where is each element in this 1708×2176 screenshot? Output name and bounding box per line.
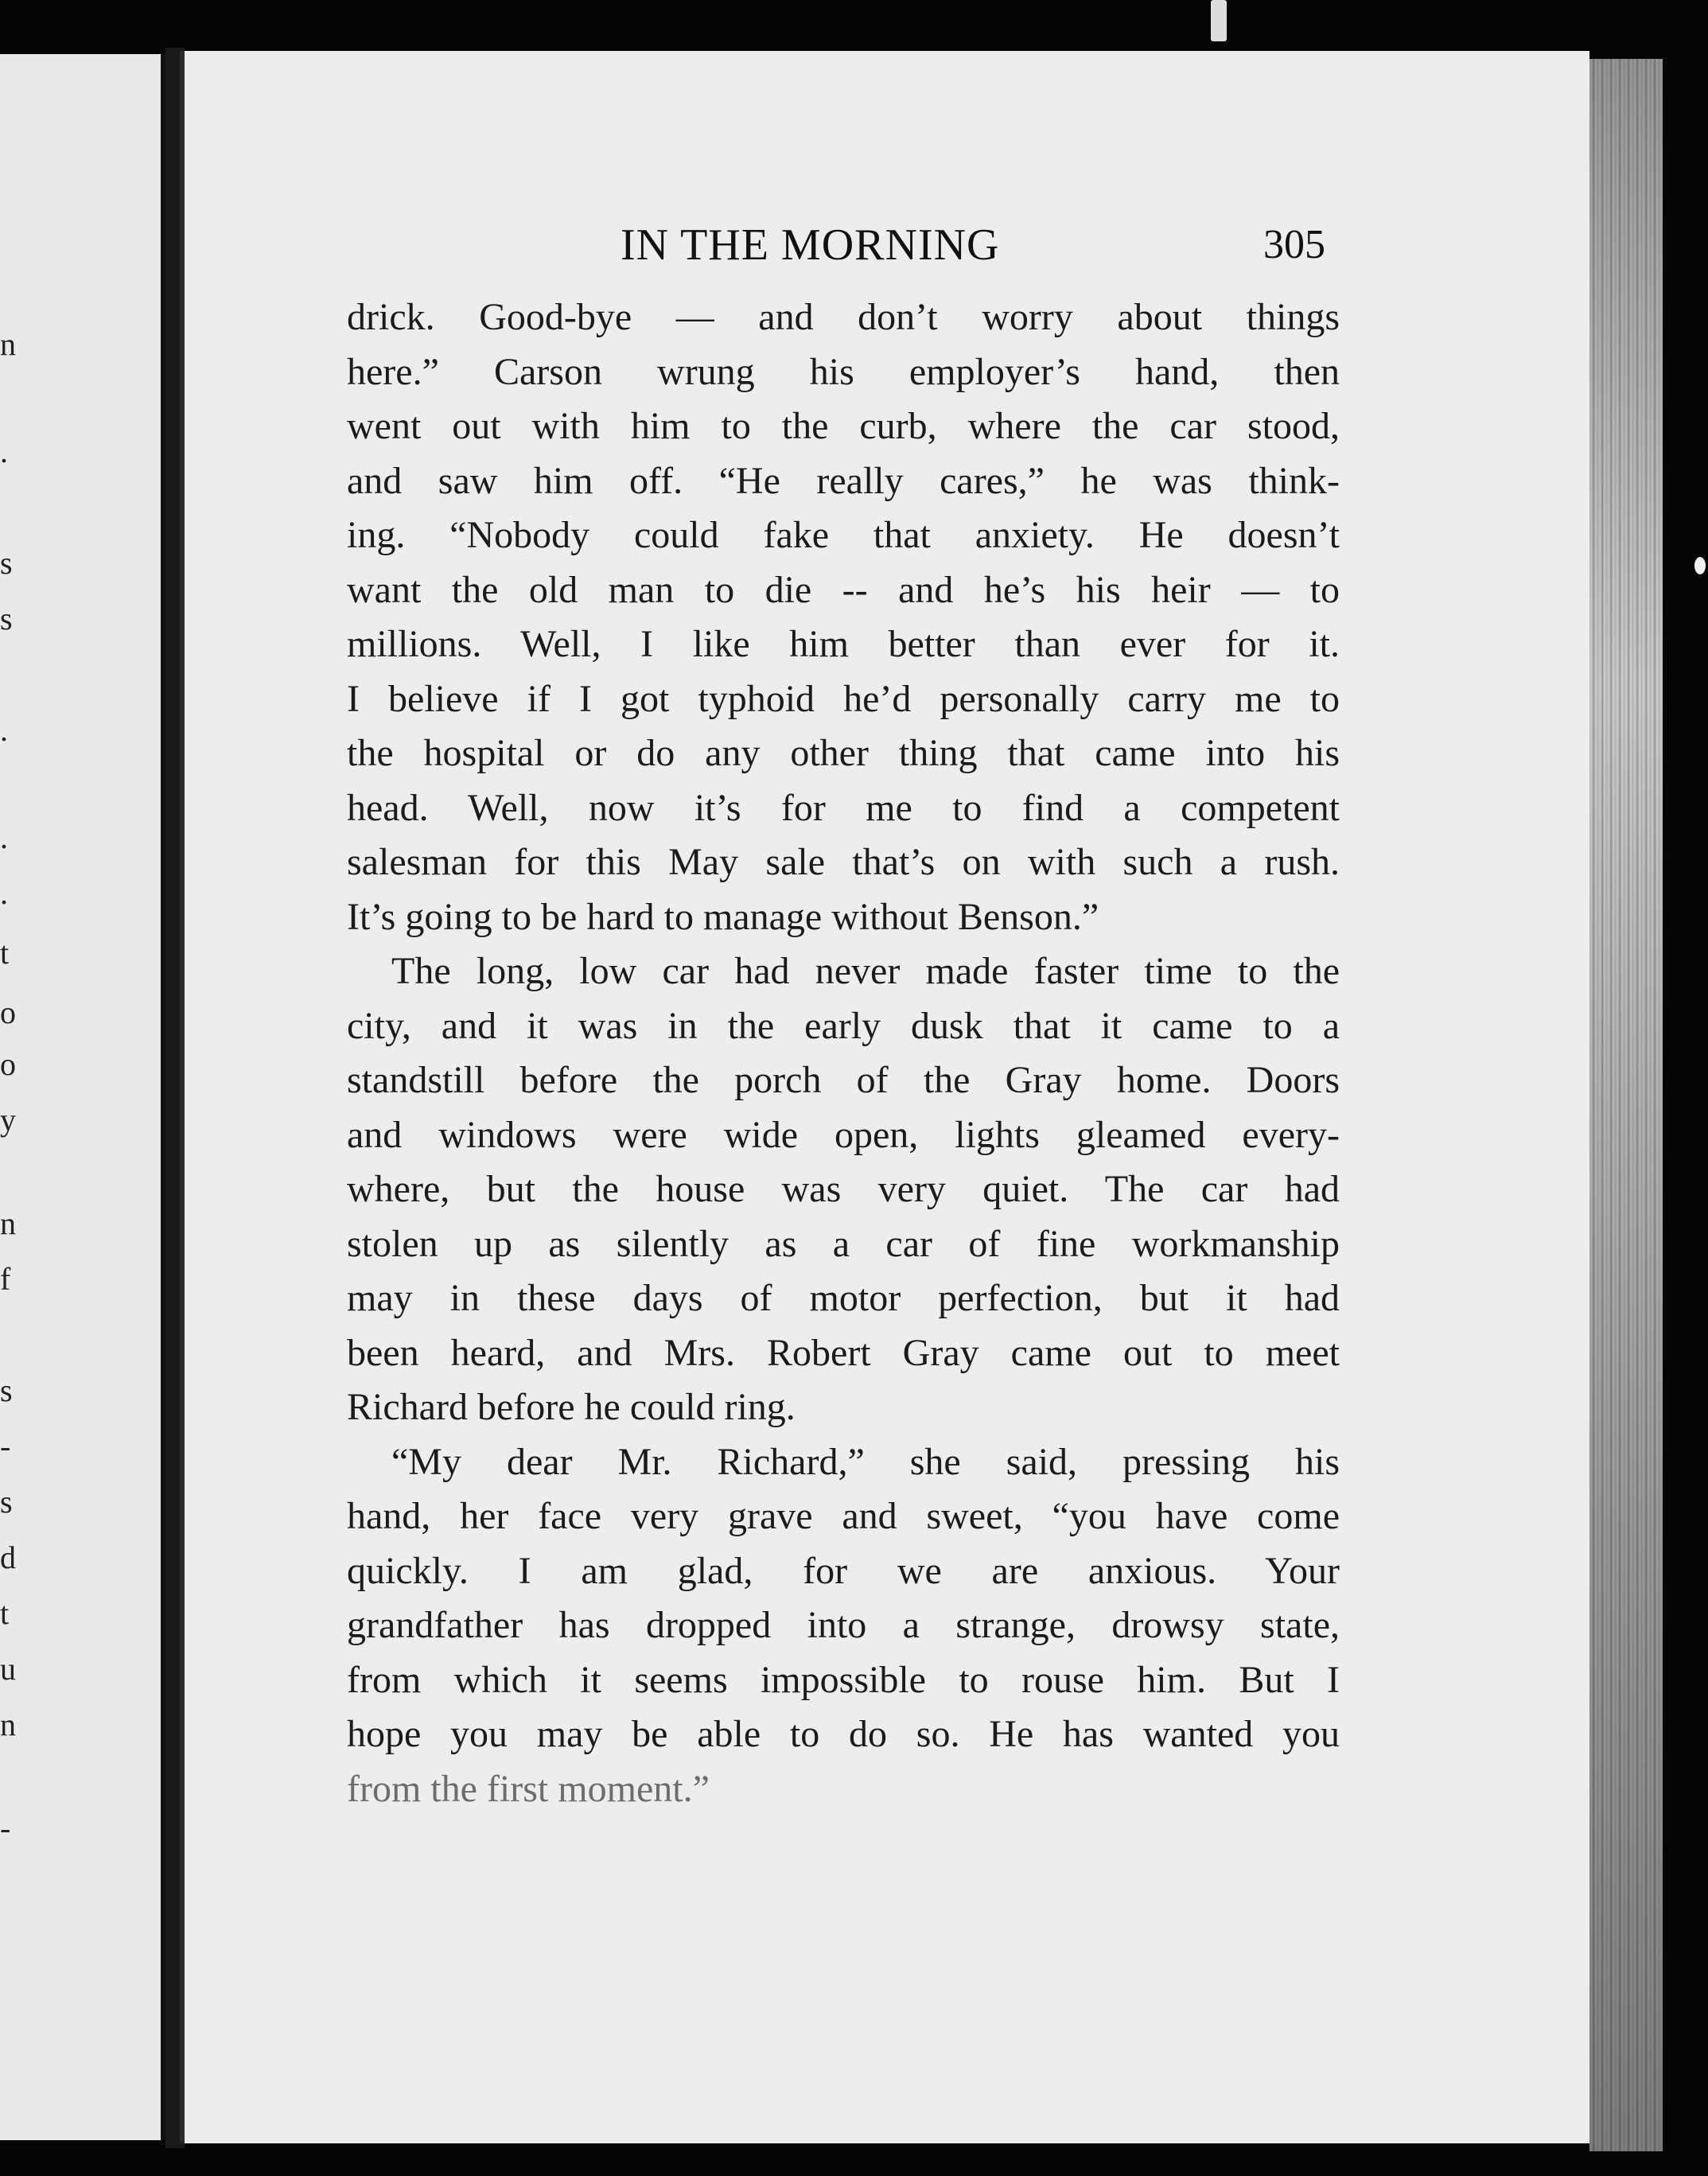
text-line xyxy=(347,890,1340,945)
text-line-content: the hospital or do any other thing that came into his xyxy=(347,732,1340,774)
text-line xyxy=(347,563,1340,618)
text-line-content: millions. Well, I like him better than ever for it. xyxy=(347,623,1340,665)
margin-fragment: f xyxy=(0,1261,11,1297)
margin-fragment: t xyxy=(0,1595,10,1631)
text-line-content: ing. “Nobody could fake that anxiety. He doesn’t xyxy=(347,514,1340,556)
text-line-content: from which it seems impossible to rouse him. But I xyxy=(347,1658,1340,1701)
text-line xyxy=(347,508,1340,563)
running-head: IN THE MORNING xyxy=(621,220,1000,270)
page-stack-edge xyxy=(1589,59,1663,2151)
body-text xyxy=(347,290,1340,1816)
text-line-content: and windows were wide open, lights gleamed every- xyxy=(347,1113,1340,1156)
text-line xyxy=(347,1380,1340,1435)
text-line xyxy=(347,944,1340,999)
text-line xyxy=(347,1326,1340,1381)
text-line xyxy=(347,1653,1340,1708)
margin-fragment: u xyxy=(0,1651,16,1687)
text-line xyxy=(347,781,1340,836)
margin-fragment: s xyxy=(0,1372,13,1408)
margin-fragment: . xyxy=(0,875,8,911)
text-line xyxy=(347,1162,1340,1217)
text-line-content: head. Well, now it’s for me to find a competent xyxy=(347,786,1340,829)
scan-speck xyxy=(1694,557,1706,574)
margin-fragment: t xyxy=(0,935,10,971)
margin-fragment: s xyxy=(0,1484,13,1520)
text-line-content: here.” Carson wrung his employer’s hand, then xyxy=(347,350,1340,393)
text-line-content: where, but the house was very quiet. The car had xyxy=(347,1168,1340,1210)
text-line-content: I believe if I got typhoid he’d personally carry me to xyxy=(347,677,1340,720)
margin-fragment: n xyxy=(0,326,16,362)
text-line-content: “My dear Mr. Richard,” she said, pressing his xyxy=(391,1440,1340,1483)
margin-fragment: o xyxy=(0,995,16,1030)
text-line xyxy=(347,672,1340,727)
text-line xyxy=(347,1544,1340,1599)
text-line-content: It’s going to be hard to manage without Benson.” xyxy=(347,895,1099,938)
text-line-content: salesman for this May sale that’s on with such a rush. xyxy=(347,841,1340,883)
margin-fragment: . xyxy=(0,712,8,748)
text-line xyxy=(347,1489,1340,1544)
margin-fragment: . xyxy=(0,819,8,855)
margin-fragment: - xyxy=(0,1428,11,1464)
margin-fragment: s xyxy=(0,601,13,636)
margin-fragment: - xyxy=(0,1810,11,1846)
text-line-content: city, and it was in the early dusk that it came to a xyxy=(347,1004,1340,1047)
text-line-content: stolen up as silently as a car of fine workmanship xyxy=(347,1222,1340,1265)
text-line-content: and saw him off. “He really cares,” he was think- xyxy=(347,459,1340,502)
text-line xyxy=(347,1762,1340,1817)
margin-fragment: y xyxy=(0,1102,16,1138)
text-line-content: standstill before the porch of the Gray home. Doors xyxy=(347,1059,1340,1101)
text-line-content: from the first moment.” xyxy=(347,1767,710,1810)
text-line-content: drick. Good-bye — and don’t worry about things xyxy=(347,296,1340,338)
text-line xyxy=(347,1598,1340,1653)
margin-fragment: o xyxy=(0,1046,16,1082)
margin-fragment: . xyxy=(0,434,8,469)
text-line xyxy=(347,345,1340,400)
text-line-content: The long, low car had never made faster time to the xyxy=(391,950,1340,992)
text-line xyxy=(347,1707,1340,1762)
text-line-content: went out with him to the curb, where the car stood, xyxy=(347,405,1340,447)
left-facing-page xyxy=(0,54,165,2140)
text-line xyxy=(347,1271,1340,1326)
text-line xyxy=(347,1435,1340,1490)
text-line-content: Richard before he could ring. xyxy=(347,1386,796,1428)
text-line-content: hand, her face very grave and sweet, “you have come xyxy=(347,1495,1340,1537)
text-line xyxy=(347,726,1340,781)
text-line xyxy=(347,454,1340,509)
text-line-content: hope you may be able to do so. He has wanted you xyxy=(347,1713,1340,1755)
text-line-content: grandfather has dropped into a strange, drowsy state, xyxy=(347,1604,1340,1646)
text-line-content: want the old man to die -- and he’s his heir — to xyxy=(347,568,1340,611)
page-number: 305 xyxy=(1263,222,1325,267)
text-line-content: been heard, and Mrs. Robert Gray came out to meet xyxy=(347,1331,1340,1374)
margin-fragment: d xyxy=(0,1540,16,1575)
margin-fragment: s xyxy=(0,545,13,581)
text-line xyxy=(347,617,1340,672)
text-line xyxy=(347,1108,1340,1163)
text-line-content: quickly. I am glad, for we are anxious. Your xyxy=(347,1549,1340,1592)
margin-fragment: n xyxy=(0,1205,16,1241)
text-line xyxy=(347,1217,1340,1272)
text-line xyxy=(347,399,1340,454)
scan-speck xyxy=(1211,0,1227,41)
text-line xyxy=(347,1053,1340,1108)
text-line xyxy=(347,835,1340,890)
margin-fragment: n xyxy=(0,1707,16,1742)
text-line xyxy=(347,999,1340,1054)
text-line xyxy=(347,290,1340,345)
text-line-content: may in these days of motor perfection, but it had xyxy=(347,1277,1340,1319)
